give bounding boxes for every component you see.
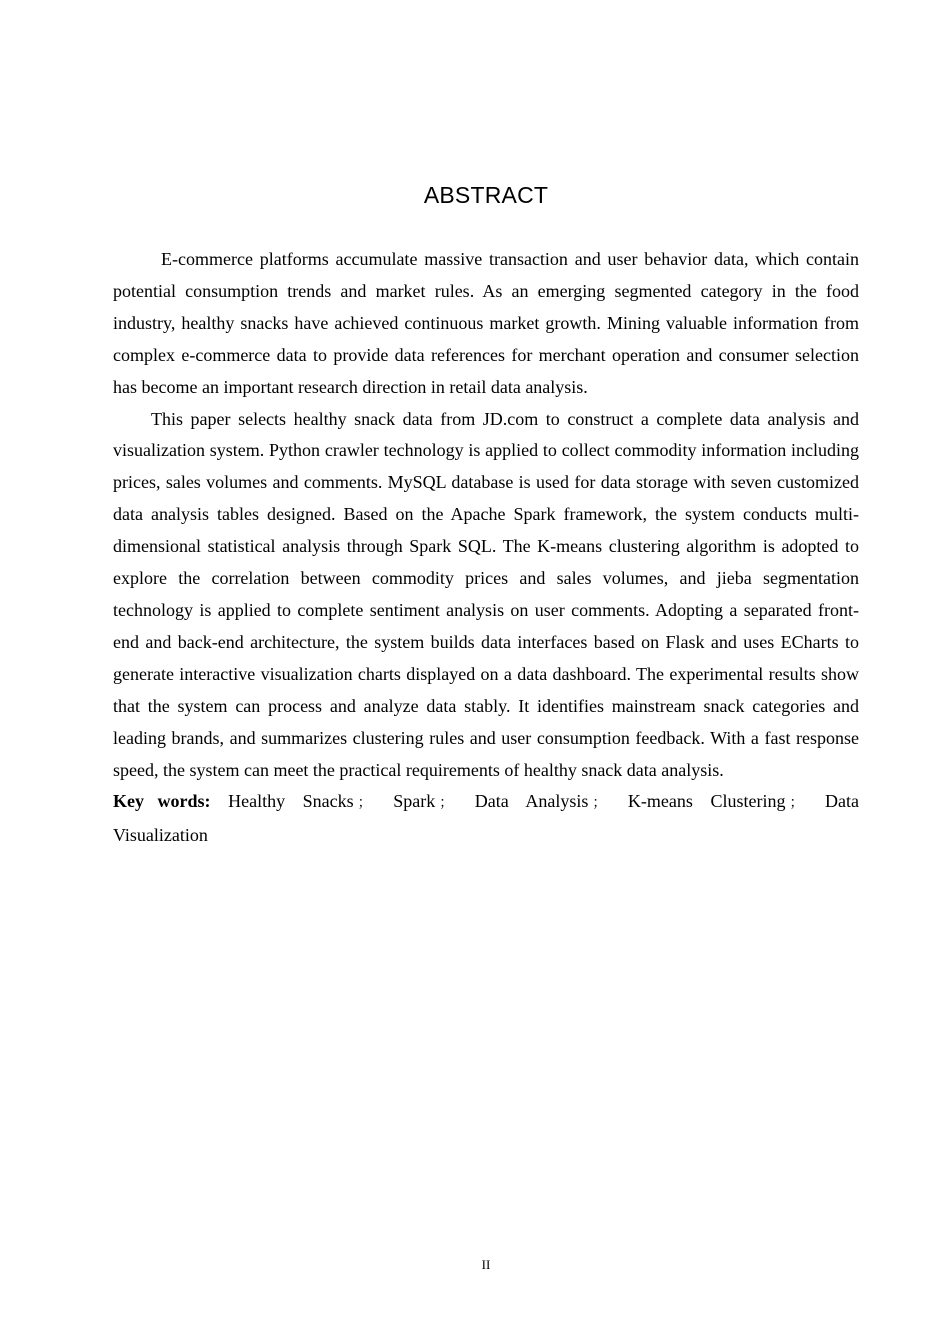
abstract-body xyxy=(113,244,859,852)
keyword-separator: ； xyxy=(439,796,454,812)
keyword-item: Healthy Snacks xyxy=(228,791,354,812)
keyword-separator: ； xyxy=(357,796,372,812)
keyword-item: Spark xyxy=(393,791,436,812)
keyword-item: Data Analysis xyxy=(474,791,589,812)
abstract-paragraph-1: E-commerce platforms accumulate massive transaction and user behavior data, which contain potential consumption trends and market rules. As an emerging segmented category in the food industry, healthy snacks have achieved continuous market growth. Mining valuable information from complex e-commerce data to provide data references for merchant operation and consumer selection has become an important research direction in retail data analysis. xyxy=(113,249,859,397)
keyword-separator: ； xyxy=(789,796,804,812)
keywords-line xyxy=(113,786,859,852)
keyword-item: K-means Clustering xyxy=(627,791,786,812)
keywords-label: Key words: xyxy=(113,791,211,812)
page-number: II xyxy=(481,1257,491,1272)
keyword-item: Data Visualization xyxy=(113,791,859,846)
abstract-paragraph-2: This paper selects healthy snack data from JD.com to construct a complete data analysis and visualization system. Python crawler technology is applied to collect commodity information including prices, sales volumes and comments. MySQL database is used for data storage with seven customized data analysis tables designed. Based on the Apache Spark framework, the system conducts multi-dimensional statistical analysis through Spark SQL. The K-means clustering algorithm is adopted to explore the correlation between commodity prices and sales volumes, and jieba segmentation technology is applied to complete sentiment analysis on user comments. Adopting a separated front-end and back-end architecture, the system builds data interfaces based on Flask and uses ECharts to generate interactive visualization charts displayed on a data dashboard. The experimental results show that the system can process and analyze data stably. It identifies mainstream snack categories and leading brands, and summarizes clustering rules and user consumption feedback. With a fast response speed, the system can meet the practical requirements of healthy snack data analysis. xyxy=(113,408,859,780)
keyword-separator: ； xyxy=(592,796,607,812)
abstract-title: ABSTRACT xyxy=(423,182,549,208)
